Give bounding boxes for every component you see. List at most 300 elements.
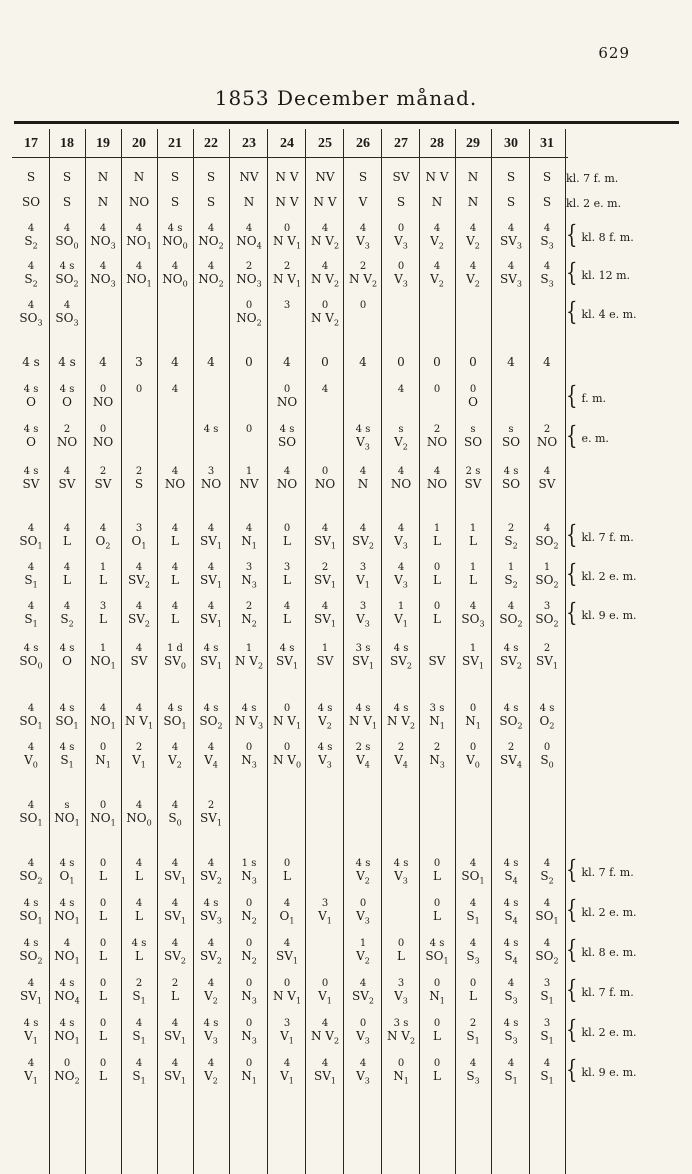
table-cell bbox=[230, 937, 268, 966]
table-cell: 4 bbox=[207, 355, 215, 369]
wind-value: $V_0$ bbox=[24, 753, 38, 770]
wind-value: $SV_1$ bbox=[314, 612, 336, 629]
cloud-value: 3 bbox=[321, 898, 329, 909]
wind-value bbox=[306, 812, 344, 825]
table-cell bbox=[120, 423, 158, 449]
cloud-value: 4 bbox=[469, 601, 477, 612]
cloud-value: 4 bbox=[27, 562, 35, 573]
table-cell bbox=[382, 423, 420, 452]
table-cell bbox=[156, 1017, 194, 1046]
wind-value: $SO_3$ bbox=[461, 612, 485, 629]
wind-value: L bbox=[171, 612, 179, 626]
wind-value: $SV_1$ bbox=[200, 654, 222, 671]
brace-mark: { bbox=[566, 421, 578, 452]
wind-value: $N_1$ bbox=[465, 714, 481, 731]
time-note bbox=[566, 172, 618, 185]
wind-value: $N_2$ bbox=[241, 949, 257, 966]
table-cell bbox=[84, 260, 122, 289]
table-cell bbox=[268, 642, 306, 671]
table-cell bbox=[48, 561, 86, 587]
table-cell bbox=[84, 799, 122, 828]
table-cell: 4 s bbox=[22, 355, 40, 369]
wind-value: $V_1$ bbox=[318, 909, 332, 926]
cloud-value: 4 bbox=[99, 261, 107, 272]
table-cell bbox=[454, 299, 492, 325]
cloud-value: 4 s bbox=[429, 938, 445, 949]
table-cell bbox=[382, 561, 420, 590]
table-cell bbox=[120, 222, 158, 251]
table-cell bbox=[344, 1057, 382, 1086]
wind-value: $N_3$ bbox=[241, 573, 257, 590]
cloud-value: 4 bbox=[171, 384, 179, 395]
wind-value: $V_2$ bbox=[466, 234, 480, 251]
cloud-value: 4 s bbox=[23, 466, 39, 477]
table-cell bbox=[306, 222, 344, 251]
cloud-value: 0 bbox=[245, 1018, 253, 1029]
wind-value bbox=[344, 396, 382, 409]
wind-value: $V_2$ bbox=[168, 753, 182, 770]
time-note-text: kl. 2 e. m. bbox=[581, 570, 637, 583]
wind-value: $S_4$ bbox=[504, 869, 518, 886]
cloud-value: 4 bbox=[63, 523, 71, 534]
wind-value: $S_3$ bbox=[504, 989, 518, 1006]
table-cell bbox=[492, 465, 530, 491]
cloud-value: 4 s bbox=[59, 643, 75, 654]
wind-value: L bbox=[63, 573, 71, 587]
table-cell bbox=[230, 299, 268, 328]
cloud-value: 4 s bbox=[23, 938, 39, 949]
cloud-value: 2 bbox=[397, 742, 405, 753]
wind-value: $SV_2$ bbox=[200, 949, 222, 966]
wind-value: $N_1$ bbox=[241, 1069, 257, 1086]
table-cell bbox=[192, 600, 230, 629]
cloud-value: 3 bbox=[359, 601, 367, 612]
table-cell bbox=[418, 642, 456, 668]
cloud-value: 0 bbox=[99, 1018, 107, 1029]
wind-value: L bbox=[99, 909, 107, 923]
cloud-value: 1 bbox=[507, 562, 515, 573]
table-cell bbox=[492, 702, 530, 731]
day-header: 18 bbox=[60, 136, 74, 151]
table-cell bbox=[192, 383, 230, 409]
wind-value bbox=[230, 396, 268, 409]
wind-value: $N_3$ bbox=[429, 753, 445, 770]
wind-value: SV bbox=[316, 654, 334, 668]
cloud-value: 0 bbox=[433, 858, 441, 869]
cloud-value: 4 s bbox=[393, 703, 409, 714]
wind-value: $SV_2$ bbox=[352, 989, 374, 1006]
time-note bbox=[566, 855, 634, 886]
cloud-value: 1 bbox=[99, 643, 107, 654]
day-header: 21 bbox=[168, 136, 182, 151]
wind-value: $V_3$ bbox=[394, 272, 408, 289]
table-cell bbox=[192, 222, 230, 251]
cloud-value: 4 bbox=[543, 858, 551, 869]
cloud-value: 4 bbox=[135, 223, 143, 234]
cloud-value: s bbox=[398, 424, 404, 435]
table-cell bbox=[492, 561, 530, 590]
table-cell bbox=[268, 222, 306, 251]
cloud-value: 4 bbox=[321, 384, 329, 395]
cloud-value: 0 bbox=[359, 1018, 367, 1029]
table-cell bbox=[84, 702, 122, 731]
header-divider bbox=[12, 157, 568, 158]
table-cell bbox=[156, 937, 194, 966]
table-cell bbox=[306, 741, 344, 770]
table-cell bbox=[454, 383, 492, 409]
day-column-27 bbox=[382, 129, 420, 1174]
table-cell bbox=[382, 897, 420, 923]
table-cell bbox=[268, 465, 306, 491]
table-cell bbox=[306, 423, 344, 449]
table-cell bbox=[306, 857, 344, 883]
cloud-value: 4 s bbox=[59, 898, 75, 909]
wind-value: N $V_2$ bbox=[310, 272, 340, 289]
cloud-value: 4 bbox=[283, 1058, 291, 1069]
wind-value: $NO_1$ bbox=[90, 811, 116, 828]
wind-value: L bbox=[433, 573, 441, 587]
table-cell bbox=[454, 702, 492, 731]
cloud-value: 0 bbox=[99, 384, 107, 395]
table-cell bbox=[120, 465, 158, 491]
wind-value: $SV_2$ bbox=[500, 654, 522, 671]
wind-value: NO bbox=[536, 435, 558, 449]
time-note-text: kl. 7 f. m. bbox=[566, 172, 619, 185]
day-header: 23 bbox=[242, 136, 256, 151]
wind-value: $NO_1$ bbox=[126, 272, 152, 289]
table-cell bbox=[528, 561, 566, 590]
table-cell bbox=[528, 937, 566, 966]
time-note bbox=[566, 520, 634, 551]
wind-value: L bbox=[433, 909, 441, 923]
table-cell: 4 bbox=[507, 355, 515, 369]
wind-value: SV bbox=[58, 477, 76, 491]
table-cell bbox=[382, 937, 420, 963]
cloud-value: 4 bbox=[27, 742, 35, 753]
wind-value: $V_1$ bbox=[24, 1069, 38, 1086]
wind-value bbox=[492, 396, 530, 409]
cloud-value: 4 s bbox=[503, 466, 519, 477]
wind-value: $V_3$ bbox=[356, 435, 370, 452]
cloud-value: 4 s bbox=[241, 703, 257, 714]
brace-mark: { bbox=[566, 381, 578, 412]
cloud-value: 4 bbox=[283, 938, 291, 949]
wind-value bbox=[418, 812, 456, 825]
table-cell bbox=[306, 897, 344, 926]
cloud-value: 4 s bbox=[317, 703, 333, 714]
table-cell bbox=[454, 741, 492, 770]
table-cell bbox=[492, 799, 530, 825]
wind-value: $SV_1$ bbox=[164, 1069, 186, 1086]
table-cell bbox=[344, 260, 382, 289]
table-cell bbox=[84, 937, 122, 963]
wind-value: $SV_1$ bbox=[536, 654, 558, 671]
wind-value: $S_1$ bbox=[540, 1029, 554, 1046]
cloud-value: 4 bbox=[171, 601, 179, 612]
wind-value: $SV_4$ bbox=[500, 753, 522, 770]
cloud-value: 0 bbox=[321, 978, 329, 989]
table-cell bbox=[156, 741, 194, 770]
cloud-value: 4 bbox=[63, 938, 71, 949]
cloud-value: 4 bbox=[171, 742, 179, 753]
table-cell bbox=[230, 702, 268, 731]
cloud-value: 4 bbox=[397, 523, 405, 534]
wind-value: $SO_1$ bbox=[55, 714, 79, 731]
wind-value: $N_3$ bbox=[241, 1029, 257, 1046]
table-cell bbox=[528, 522, 566, 551]
table-cell bbox=[156, 465, 194, 491]
wind-value: $V_3$ bbox=[356, 909, 370, 926]
table-cell bbox=[418, 299, 456, 325]
wind-value bbox=[120, 436, 158, 449]
brace-mark: { bbox=[566, 297, 578, 328]
cloud-value: 2 bbox=[543, 643, 551, 654]
cloud-value: 4 s bbox=[539, 703, 555, 714]
wind-value: $S_1$ bbox=[24, 573, 38, 590]
table-cell bbox=[84, 465, 122, 491]
cloud-value: 3 s bbox=[393, 1018, 409, 1029]
cloud-value: 4 bbox=[207, 523, 215, 534]
table-cell bbox=[344, 600, 382, 629]
wind-value: $SO_2$ bbox=[535, 949, 559, 966]
table-cell: SV bbox=[392, 170, 410, 184]
day-header: 31 bbox=[540, 136, 554, 151]
time-note bbox=[566, 197, 621, 210]
table-cell bbox=[382, 741, 420, 770]
wind-value: $S_1$ bbox=[132, 1069, 146, 1086]
cloud-value: 4 bbox=[99, 703, 107, 714]
cloud-value: 4 bbox=[171, 466, 179, 477]
wind-value: $SO_2$ bbox=[199, 714, 223, 731]
table-cell bbox=[230, 741, 268, 770]
wind-value: O bbox=[62, 395, 72, 409]
wind-value bbox=[454, 812, 492, 825]
cloud-value: 0 bbox=[397, 938, 405, 949]
cloud-value: 4 bbox=[543, 261, 551, 272]
time-note-text: kl. 9 e. m. bbox=[581, 609, 637, 622]
cloud-value: 1 bbox=[99, 562, 107, 573]
cloud-value: 4 bbox=[543, 466, 551, 477]
wind-value: $V_3$ bbox=[394, 573, 408, 590]
table-cell bbox=[306, 702, 344, 731]
cloud-value: 0 bbox=[397, 223, 405, 234]
table-cell bbox=[120, 522, 158, 551]
cloud-value: 4 bbox=[469, 261, 477, 272]
table-cell bbox=[156, 423, 194, 449]
wind-value: N bbox=[357, 477, 369, 491]
table-cell bbox=[268, 600, 306, 626]
cloud-value: 2 bbox=[207, 800, 215, 811]
brace-mark: { bbox=[566, 520, 578, 551]
table-cell bbox=[192, 857, 230, 886]
day-column-23 bbox=[230, 129, 268, 1174]
wind-value bbox=[418, 312, 456, 325]
cloud-value: 2 bbox=[283, 261, 291, 272]
table-cell bbox=[268, 423, 306, 449]
table-cell bbox=[230, 857, 268, 886]
table-cell bbox=[84, 423, 122, 449]
wind-value: $SV_3$ bbox=[200, 909, 222, 926]
table-cell bbox=[528, 383, 566, 409]
table-cell bbox=[528, 642, 566, 671]
cloud-value: 1 bbox=[245, 466, 253, 477]
wind-value: L bbox=[283, 534, 291, 548]
table-cell bbox=[84, 600, 122, 626]
wind-value: $S_0$ bbox=[168, 811, 182, 828]
cloud-value: 2 bbox=[359, 261, 367, 272]
wind-value: $SV_2$ bbox=[352, 534, 374, 551]
wind-value: L bbox=[171, 534, 179, 548]
wind-value: NO bbox=[426, 435, 448, 449]
table-cell bbox=[306, 642, 344, 668]
table-cell bbox=[84, 222, 122, 251]
wind-value: $SO_1$ bbox=[535, 909, 559, 926]
wind-value: $SV_3$ bbox=[500, 234, 522, 251]
table-cell bbox=[230, 1017, 268, 1046]
table-cell bbox=[268, 702, 306, 731]
cloud-value: 4 bbox=[359, 523, 367, 534]
wind-value bbox=[120, 312, 158, 325]
cloud-value: 4 bbox=[507, 601, 515, 612]
table-cell bbox=[12, 561, 50, 590]
cloud-value: 4 s bbox=[203, 424, 219, 435]
table-cell: S bbox=[26, 170, 36, 184]
day-header: 27 bbox=[394, 136, 408, 151]
table-cell bbox=[382, 799, 420, 825]
wind-value: SV bbox=[428, 654, 446, 668]
cloud-value: 0 bbox=[245, 742, 253, 753]
wind-value: $NO_3$ bbox=[90, 272, 116, 289]
wind-value: $V_2$ bbox=[204, 989, 218, 1006]
wind-value: $S_4$ bbox=[504, 909, 518, 926]
table-cell bbox=[230, 465, 268, 491]
wind-value: $V_2$ bbox=[466, 272, 480, 289]
wind-value: $V_1$ bbox=[280, 1029, 294, 1046]
table-cell bbox=[268, 299, 306, 325]
table-cell bbox=[306, 561, 344, 590]
cloud-value: 4 bbox=[283, 898, 291, 909]
wind-value: $V_2$ bbox=[430, 272, 444, 289]
table-cell bbox=[84, 1017, 122, 1043]
table-cell bbox=[192, 299, 230, 325]
wind-value: $SV_1$ bbox=[314, 1069, 336, 1086]
wind-value: N $V_2$ bbox=[234, 654, 264, 671]
cloud-value: 0 bbox=[99, 424, 107, 435]
wind-value: NO bbox=[426, 477, 448, 491]
cloud-value: 4 s bbox=[279, 643, 295, 654]
wind-value: $NO_4$ bbox=[54, 989, 80, 1006]
table-cell: 4 bbox=[359, 355, 367, 369]
day-column-30 bbox=[492, 129, 530, 1174]
cloud-value: 4 s bbox=[131, 938, 147, 949]
wind-value: $O_1$ bbox=[59, 869, 75, 886]
cloud-value: 4 bbox=[507, 223, 515, 234]
wind-value: $V_4$ bbox=[356, 753, 370, 770]
wind-value: N $V_1$ bbox=[272, 989, 302, 1006]
cloud-value: 4 s bbox=[59, 742, 75, 753]
wind-value: SO bbox=[501, 477, 521, 491]
cloud-value: 0 bbox=[245, 978, 253, 989]
table-cell bbox=[192, 561, 230, 590]
wind-value: $O_2$ bbox=[95, 534, 111, 551]
time-note-text: kl. 7 f. m. bbox=[581, 986, 634, 999]
brace-mark: { bbox=[566, 855, 578, 886]
brace-mark: { bbox=[566, 1055, 578, 1086]
wind-value: L bbox=[397, 949, 405, 963]
table-cell: 0 bbox=[245, 355, 253, 369]
cloud-value: 0 bbox=[397, 261, 405, 272]
wind-value: SO bbox=[463, 435, 483, 449]
time-note bbox=[566, 1055, 637, 1086]
wind-value: $V_1$ bbox=[394, 612, 408, 629]
cloud-value: 2 bbox=[507, 523, 515, 534]
table-cell bbox=[156, 600, 194, 626]
table-cell bbox=[418, 383, 456, 409]
cloud-value: 1 s bbox=[241, 858, 257, 869]
wind-value: SV bbox=[538, 477, 556, 491]
wind-value: NO bbox=[276, 477, 298, 491]
cloud-value: 2 bbox=[245, 261, 253, 272]
wind-value: $NO_2$ bbox=[198, 272, 224, 289]
table-cell bbox=[492, 600, 530, 629]
wind-value: $SV_1$ bbox=[164, 869, 186, 886]
wind-value: $S_4$ bbox=[504, 949, 518, 966]
table-cell: S bbox=[506, 170, 516, 184]
table-cell: N bbox=[467, 195, 479, 209]
cloud-value: 4 bbox=[469, 858, 477, 869]
table-cell bbox=[192, 897, 230, 926]
cloud-value: 4 s bbox=[23, 898, 39, 909]
table-cell: S bbox=[506, 195, 516, 209]
table-cell bbox=[344, 857, 382, 886]
cloud-value: 4 bbox=[171, 1058, 179, 1069]
table-cell: SO bbox=[21, 195, 41, 209]
cloud-value: 4 bbox=[135, 858, 143, 869]
table-cell bbox=[418, 222, 456, 251]
wind-value: $S_2$ bbox=[60, 612, 74, 629]
cloud-value: 4 bbox=[63, 300, 71, 311]
wind-value: L bbox=[99, 1069, 107, 1083]
brace-mark: { bbox=[566, 220, 578, 251]
wind-value: $NO_2$ bbox=[198, 234, 224, 251]
table-cell: NO bbox=[128, 195, 150, 209]
cloud-value: 0 bbox=[245, 424, 253, 435]
cloud-value: 3 bbox=[245, 562, 253, 573]
table-cell bbox=[492, 642, 530, 671]
table-cell bbox=[156, 561, 194, 587]
cloud-value: 0 bbox=[433, 562, 441, 573]
wind-value: $S_3$ bbox=[504, 1029, 518, 1046]
table-cell bbox=[344, 522, 382, 551]
cloud-value: 4 s bbox=[503, 898, 519, 909]
table-cell bbox=[528, 897, 566, 926]
table-cell bbox=[418, 561, 456, 587]
observation-table bbox=[4, 129, 568, 1174]
cloud-value: 4 bbox=[469, 1058, 477, 1069]
cloud-value: 3 bbox=[283, 562, 291, 573]
time-note-text: kl. 8 e. m. bbox=[581, 946, 637, 959]
cloud-value: 4 bbox=[433, 466, 441, 477]
table-cell: N V bbox=[425, 170, 449, 184]
wind-value: $S_1$ bbox=[466, 909, 480, 926]
table-cell: S bbox=[62, 170, 72, 184]
table-cell bbox=[418, 741, 456, 770]
table-cell bbox=[48, 702, 86, 731]
wind-value: $SV_1$ bbox=[462, 654, 484, 671]
day-column-22 bbox=[192, 129, 230, 1174]
table-cell bbox=[120, 741, 158, 770]
cloud-value: 3 bbox=[99, 601, 107, 612]
